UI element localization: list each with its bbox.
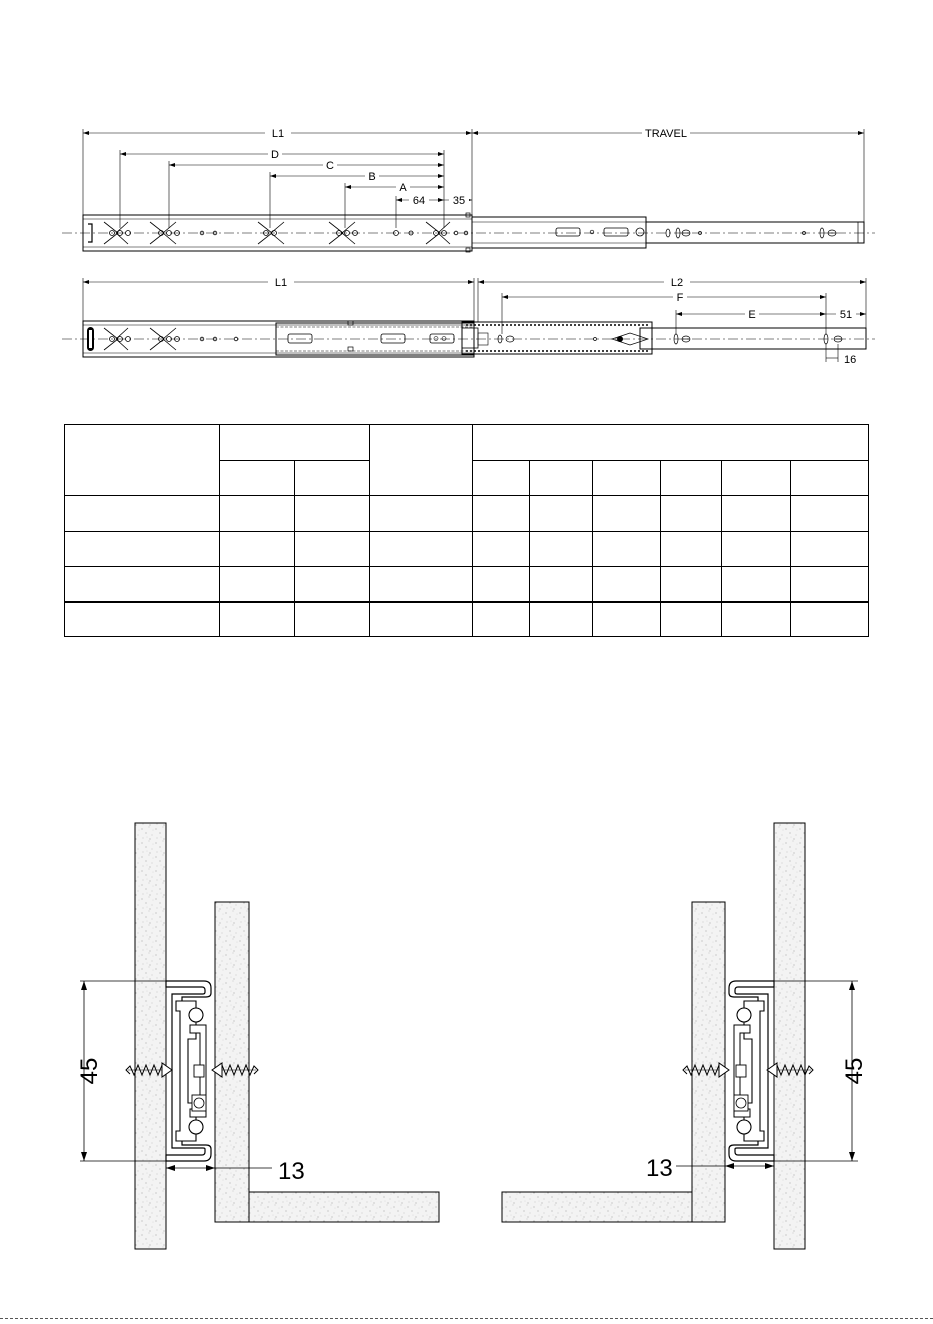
slide-closed-drawing [0,270,933,370]
page-bottom-rule [0,1318,933,1319]
table-header-cell [530,461,593,496]
dim-label-l1: L1 [271,128,285,140]
table-header-cell [220,461,295,496]
table-row [65,532,869,567]
dim-label-a: A [399,182,407,194]
right-gap-dim: 13 [646,1155,673,1182]
right-cross-section [502,823,868,1249]
spec-table [64,424,869,637]
left-cross-section [76,823,439,1249]
dim-label-travel: TRAVEL [645,128,687,140]
dim-label-35: 35 [452,195,466,207]
table-header-cell [370,425,473,496]
table-header-cell [473,461,530,496]
table-row [65,567,869,602]
dim-label-f: F [676,292,684,304]
table-row [65,496,869,532]
table-header-cell [473,425,869,461]
table-row [65,602,869,637]
left-gap-dim: 13 [278,1158,305,1185]
table-header-cell [722,461,791,496]
right-height-dim: 45 [841,1057,868,1085]
dim-label-l2: L2 [670,277,684,289]
table-header-cell [65,425,220,496]
table-header-cell [791,461,869,496]
left-height-dim: 45 [76,1057,103,1085]
dim-label-16: 16 [844,354,857,366]
dim-label-e: E [748,309,756,321]
dim-label-b: B [368,171,376,183]
table-header-cell [295,461,370,496]
cross-section-drawings [0,815,933,1275]
table-header-cell [593,461,661,496]
table-header-cell [661,461,722,496]
dim-label-d: D [271,149,279,161]
dim-label-64: 64 [412,195,426,207]
dim-label-l1-closed: L1 [274,277,288,289]
dim-label-c: C [326,160,334,172]
dim-label-51: 51 [839,309,853,321]
table-header-cell [220,425,370,461]
